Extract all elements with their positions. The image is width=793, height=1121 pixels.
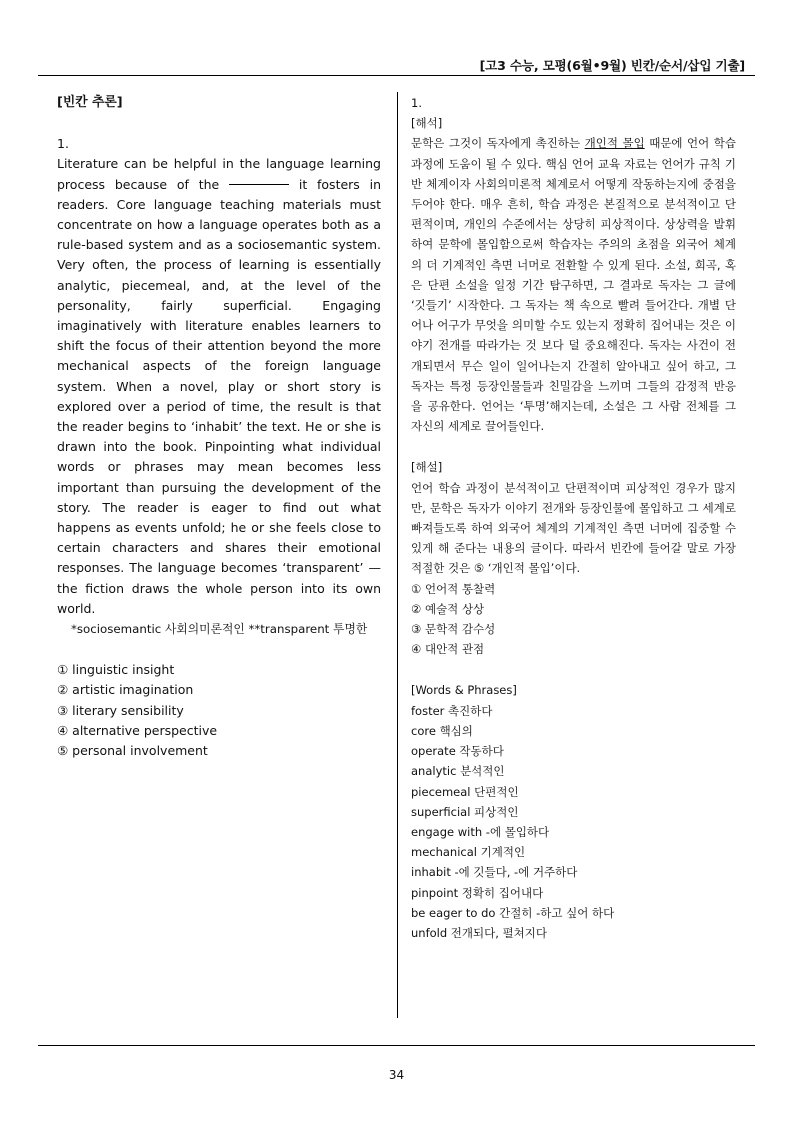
word-item: foster 촉진하다 [411, 703, 493, 718]
answer-choices [57, 660, 381, 761]
explanation-label: [해설] [411, 460, 443, 475]
translation-label: [해석] [411, 116, 443, 131]
word-item: operate 작동하다 [411, 744, 504, 759]
word-item: engage with -에 몰입하다 [411, 824, 550, 839]
word-item: mechanical 기계적인 [411, 845, 526, 860]
word-item: analytic 분석적인 [411, 764, 505, 779]
question-number: 1. [57, 136, 69, 152]
translation-underlined: 개인적 몰입 [584, 136, 645, 151]
choice-5: ⑤ personal involvement [57, 743, 208, 759]
footer-rule [38, 1045, 755, 1046]
question-passage [57, 154, 381, 619]
choice-4: ④ alternative perspective [57, 722, 218, 738]
word-item: superficial 피상적인 [411, 804, 519, 819]
words-label: [Words & Phrases] [411, 683, 517, 698]
page-number: 34 [388, 1068, 405, 1082]
choice-2: ② artistic imagination [57, 682, 194, 698]
word-item: inhabit -에 깃들다, -에 거주하다 [411, 865, 578, 880]
choice-ko-2: ② 예술적 상상 [411, 601, 485, 616]
choice-ko-4: ④ 대안적 관점 [411, 642, 485, 657]
passage-before-blank: Literature can be helpful in the language learning process because of the [57, 156, 381, 192]
choice-3: ③ literary sensibility [57, 702, 184, 718]
word-item: pinpoint 정확히 집어내다 [411, 885, 544, 900]
answer-blank [229, 184, 289, 185]
choice-ko-1: ① 언어적 통찰력 [411, 581, 496, 596]
choice-ko-3: ③ 문학적 감수성 [411, 622, 496, 637]
section-title: [빈칸 추론] [57, 95, 123, 110]
footnote: *sociosemantic 사회의미론적인 **transparent 투명한 [71, 622, 368, 637]
word-item: core 핵심의 [411, 723, 473, 738]
choice-1: ① linguistic insight [57, 662, 175, 678]
translation-text [411, 133, 736, 436]
translation-before: 문학은 그것이 독자에게 촉진하는 [411, 136, 585, 151]
word-item: unfold 전개되다, 펼쳐지다 [411, 925, 547, 940]
explanation-text: 언어 학습 과정이 분석적이고 단편적이며 피상적인 경우가 많지만, 문학은 독자가 이야기 전개와 등장인물에 몰입하고 그 세계로 빠져들도록 하여 외국어 체계의 기계적인 측면 너머에 집중할 수 있게 해 준다는 내용의 글이다. 따라서 빈칸에 들어갈 말로 가장 적절한 것은 ⑤ ‘개인적 몰입’이다. [411, 480, 736, 576]
word-item: piecemeal 단편적인 [411, 784, 519, 799]
answer-column [411, 93, 736, 943]
translation-after: 때문에 언어 학습 과정에 도움이 될 수 있다. 핵심 언어 교육 자료는 언어가 규칙 기반 체계이자 사회의미론적 체계로서 어떻게 작동하는지에 중점을 두어야 한다. 매우 흔히, 학습 과정은 본질적으로 분석적이고 단편적이며, 개인의 수준에서는 상당히 피상적이다. 상상력을 발휘하여 문학에 몰입함으로써 학습자는 주의의 초점을 외국어 체계의 더 기계적인 측면 너머로 전환할 수 있게 된다. 소설, 희곡, 혹은 단편 소설을 일정 기간 탐구하면, 그 결과로 독자는 그 글에 ‘깃들기’ 시작한다. 그 독자는 책 속으로 빨려 들어간다. 개별 단어나 어구가 무엇을 의미할 수도 있는지 정확히 집어내는 것은 이야기 전개를 따라가는 것 보다 덜 중요해진다. 독자는 사건이 전개되면서 무슨 일이 일어나는지 간절히 알아내고 싶어 하고, 그 독자는 특정 등장인물들과 친밀감을 느끼며 그들의 감정적 반응을 공유한다. 언어는 ‘투명’해지는데, 소설은 그 사람 전체를 그 자신의 세계로 끌어들인다. [411, 136, 737, 434]
answer-question-number: 1. [411, 96, 422, 110]
column-divider [397, 92, 398, 1018]
passage-after-blank: it fosters in readers. Core language teaching materials must concentrate on how a language operates both as a rule-based system and as a sociosemantic system. Very often, the process of learning is essentially analytic, piecemeal, and, at the level of the personality, fairly superficial. Engaging imaginatively with literature enables learners to shift the focus of their attention beyond the more mechanical aspects of the foreign language system. When a novel, play or short story is explored over a period of time, the result is that the reader begins to ‘inhabit’ the text. He or she is drawn into the book. Pinpointing what individual words or phrases may mean becomes less important than pursuing the development of the story. The reader is eager to find out what happens as events unfold; he or she feels close to certain characters and shares their emotional responses. The language becomes ‘transparent’ — the fiction draws the whole person into its own world. [57, 176, 381, 616]
word-item: be eager to do 간절히 -하고 싶어 하다 [411, 905, 615, 920]
question-column [57, 93, 381, 761]
header-rule [38, 75, 755, 76]
header-title: [고3 수능, 모평(6월•9월) 빈칸/순서/삽입 기출] [479, 58, 745, 73]
